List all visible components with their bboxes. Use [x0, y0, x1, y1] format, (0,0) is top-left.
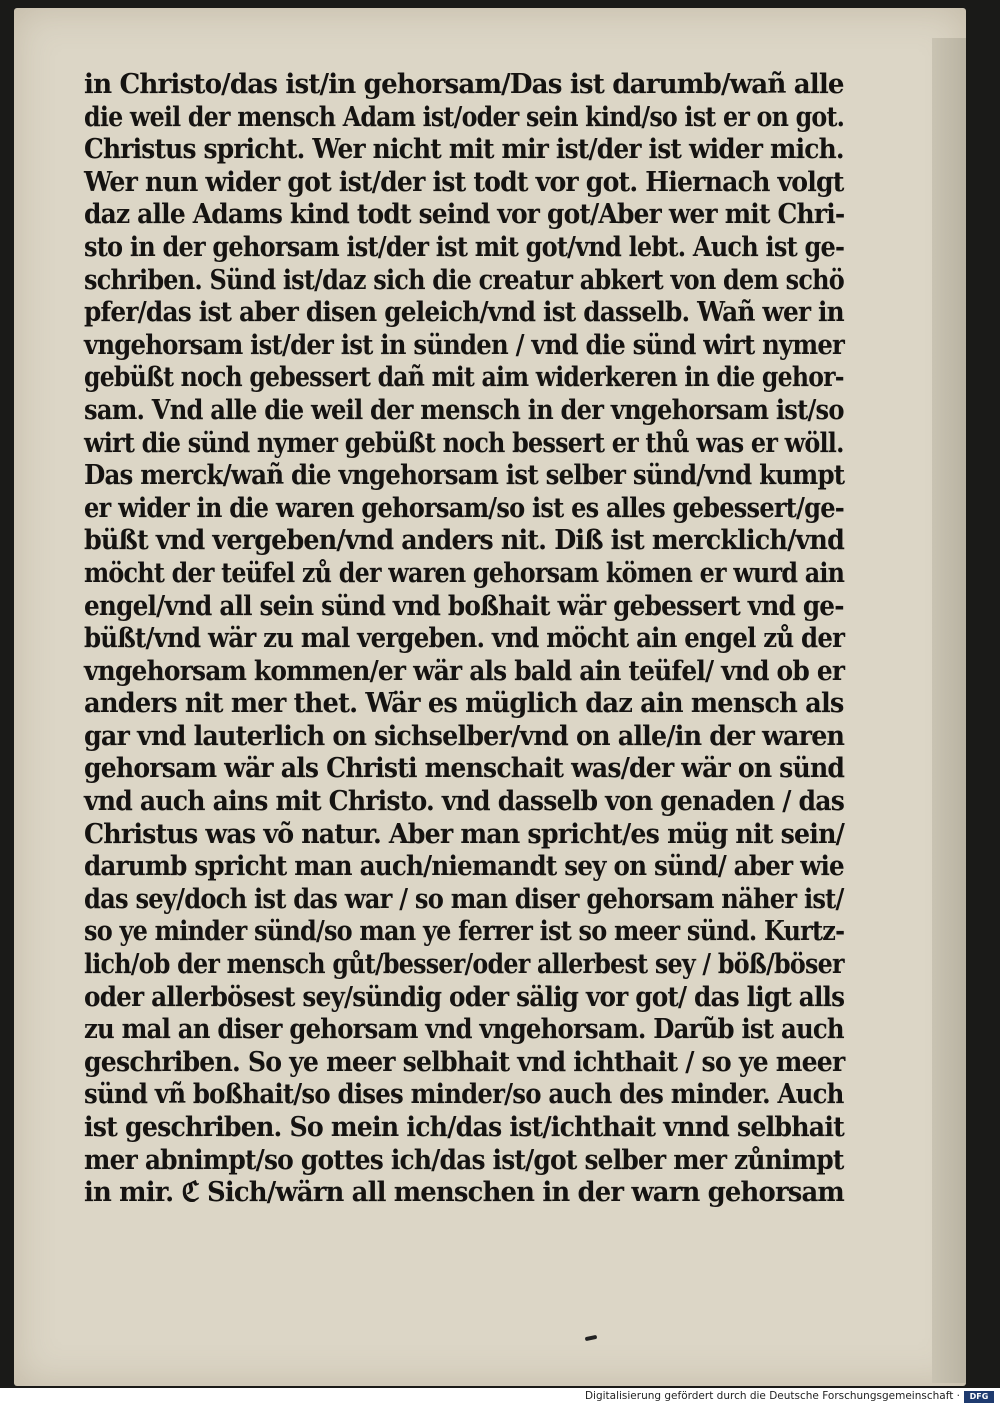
text-line: mer abnimpt/so gottes ich/das ist/got selber mer zůnimpt: [84, 1143, 844, 1176]
text-line: so ye minder sünd/so man ye ferrer ist so meer sünd. Kurtz-: [84, 915, 845, 948]
dfg-logo: DFG: [964, 1391, 994, 1403]
text-line: engel/vnd all sein sünd vnd boßhait wär gebessert vnd ge-: [84, 589, 844, 622]
text-line: das sey/doch ist das war / so man diser gehorsam näher ist/: [84, 882, 844, 915]
text-line: Christus spricht. Wer nicht mit mir ist/der ist wider mich.: [84, 133, 844, 166]
text-line: in Christo/das ist/in gehorsam/Das ist darumb/wañ alle: [84, 68, 844, 100]
funding-credit: Digitalisierung gefördert durch die Deutsche Forschungsgemeinschaft ·: [584, 1390, 960, 1402]
text-line: schriben. Sünd ist/daz sich die creatur abkert von dem schö: [84, 263, 844, 296]
text-line: vngehorsam kommen/er wär als bald ain teüfel/ vnd ob er: [84, 654, 845, 687]
text-line: vngehorsam ist/der ist in sünden / vnd die sünd wirt nymer: [84, 328, 845, 361]
text-line: Wer nun wider got ist/der ist todt vor got. Hiernach volgt: [84, 165, 844, 198]
text-line: Christus was võ natur. Aber man spricht/es müg nit sein/: [84, 817, 845, 850]
text-line: sam. Vnd alle die weil der mensch in der vngehorsam ist/so: [84, 393, 844, 426]
text-line: darumb spricht man auch/niemandt sey on sünd/ aber wie: [84, 850, 844, 883]
footer-bar: [0, 1388, 1000, 1406]
text-line: in mir. ℭ Sich/wärn all menschen in der warn gehorsam: [84, 1176, 844, 1209]
text-line: er wider in die waren gehorsam/so ist es alles gebessert/ge-: [84, 491, 844, 524]
text-line: Das merck/wañ die vngehorsam ist selber sünd/vnd kumpt: [84, 459, 845, 492]
text-line: büßt/vnd wär zu mal vergeben. vnd möcht ain engel zů der: [84, 622, 845, 655]
text-line: sünd vñ boßhait/so dises minder/so auch des minder. Auch: [84, 1078, 844, 1111]
text-line: pfer/das ist aber disen geleich/vnd ist dasselb. Wañ wer in: [84, 296, 844, 329]
text-line: gar vnd lauterlich on sichselber/vnd on alle/in der waren: [84, 719, 845, 752]
text-line: vnd auch ains mit Christo. vnd dasselb von genaden / das: [84, 785, 845, 818]
text-line: sto in der gehorsam ist/der ist mit got/vnd lebt. Auch ist ge-: [84, 230, 845, 263]
text-line: oder allerbösest sey/sündig oder sälig vor got/ das ligt alls: [84, 980, 845, 1013]
text-line: die weil der mensch Adam ist/oder sein kind/so ist er on got.: [84, 100, 845, 133]
text-line: ist geschriben. So mein ich/das ist/ichthait vnnd selbhait: [84, 1111, 844, 1143]
text-line: daz alle Adams kind todt seind vor got/Aber wer mit Chri-: [84, 198, 845, 231]
text-line: wirt die sünd nymer gebüßt noch bessert er thů was er wöll.: [84, 426, 844, 459]
text-line: anders nit mer thet. Wär es müglich daz ain mensch als: [84, 687, 844, 720]
text-line: büßt vnd vergeben/vnd anders nit. Diß ist mercklich/vnd: [84, 524, 844, 557]
text-line: gehorsam wär als Christi menschait was/der wär on sünd: [84, 752, 845, 785]
text-line: lich/ob der mensch gůt/besser/oder allerbest sey / böß/böser: [84, 948, 844, 981]
text-line: möcht der teüfel zů der waren gehorsam kömen er wurd ain: [84, 556, 845, 589]
text-line: geschriben. So ye meer selbhait vnd ichthait / so ye meer: [84, 1045, 845, 1078]
page-text: [84, 68, 844, 1209]
text-line: zu mal an diser gehorsam vnd vngehorsam. Darũb ist auch: [84, 1013, 844, 1046]
text-line: gebüßt noch gebessert dañ mit aim widerkeren in die gehor-: [84, 361, 844, 394]
page-edge: [932, 38, 966, 1383]
